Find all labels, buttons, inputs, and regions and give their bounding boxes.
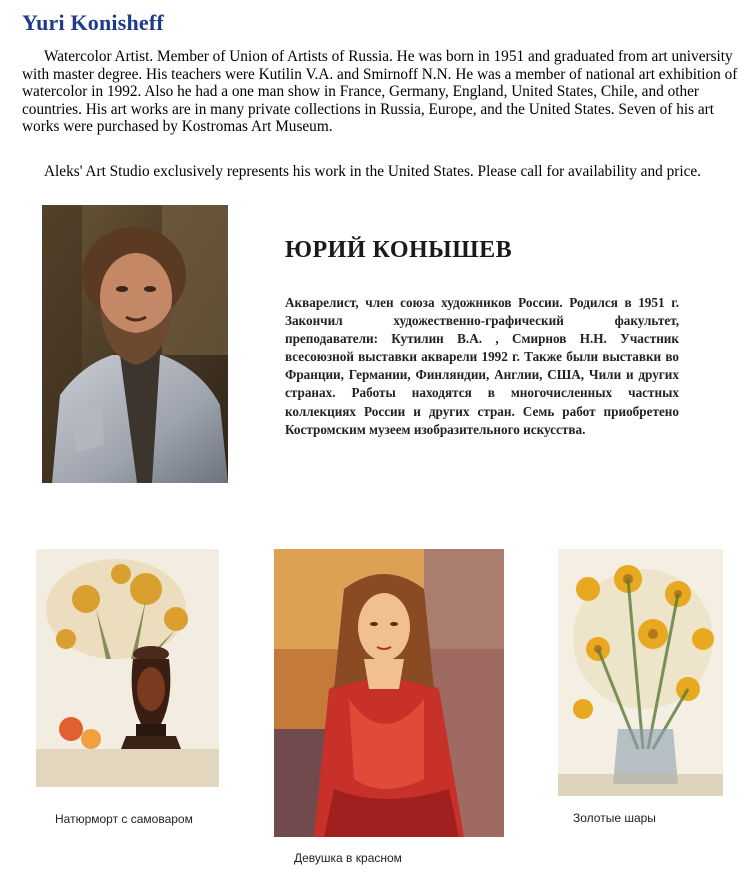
painting-golden-balls-image (558, 549, 723, 796)
painting-caption: Натюрморт с самоваром (55, 812, 193, 826)
representation-text: Aleks' Art Studio exclusively represents his work in the United States. Please call for availability and price. (44, 163, 701, 180)
painting-caption: Золотые шары (573, 811, 656, 825)
painting-girl-in-red-image (274, 549, 504, 837)
artist-bio (22, 48, 744, 136)
artist-portrait-image (42, 205, 228, 483)
russian-bio-text: Акварелист, член союза художников России. Родился в 1951 г. Закончил художественно-графический факультет, преподаватели: Кутилин В.А. , Смирнов Н.Н. Участник всесоюзной выставки акварели 1992 г. Также были выставки во Франции, Германии, Финляндии, Англии, США, Чили и других странах. Работы находятся в многочисленных частных коллекциях России и других стран. Семь работ приобретено Костромским музеем изобразительного искусства. (285, 295, 679, 437)
russian-artist-name: ЮРИЙ КОНЫШЕВ (285, 237, 513, 263)
painting-still-life-samovar-image (36, 549, 219, 787)
bio-text: Watercolor Artist. Member of Union of Artists of Russia. He was born in 1951 and graduated from art university with master degree. His teachers were Kutilin V.A. and Smirnoff N.N. He was a member of national art exhibition of watercolor in 1992. Also he had a one man show in France, Germany, England, United States, Chile, and other countries. His art works are in many private collections in Russia, Europe, and the United States. Seven of his art works were purchased by Kostromas Art Museum. (22, 48, 738, 136)
page-title: Yuri Konisheff (22, 10, 164, 35)
painting-caption: Девушка в красном (294, 851, 402, 865)
